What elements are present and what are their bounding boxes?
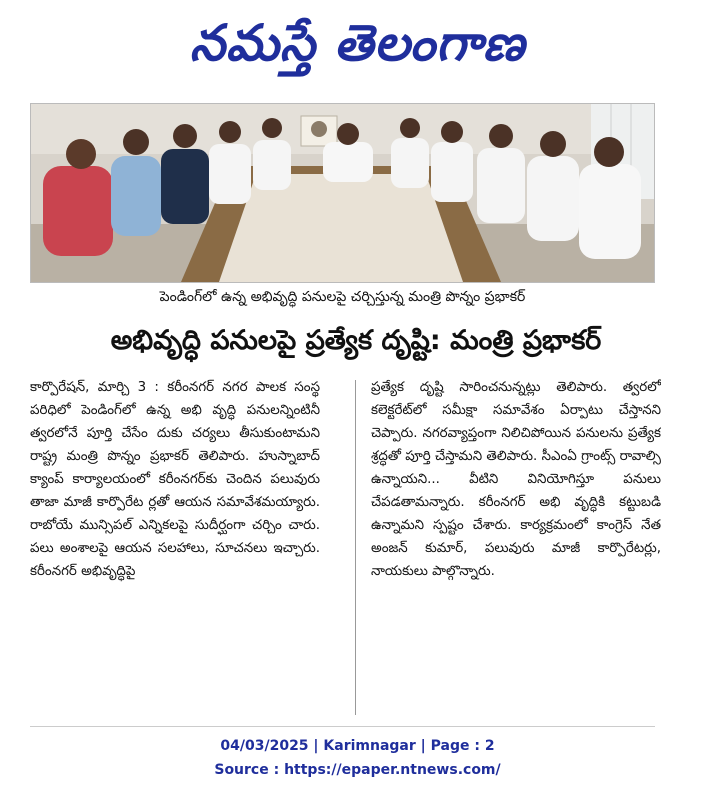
source-link[interactable]: Source : https://epaper.ntnews.com/ xyxy=(214,762,501,778)
edition-info: 04/03/2025 | Karimnagar | Page : 2 xyxy=(220,738,495,754)
column-divider xyxy=(355,380,356,715)
footer-divider xyxy=(30,726,655,727)
news-photo xyxy=(30,103,655,283)
newspaper-masthead xyxy=(0,8,715,78)
article-column-left: కార్పొరేషన్, మార్చి 3 : కరీంనగర్ నగర పాలక సంస్థ పరిధిలో పెండింగ్‌లో ఉన్న అభి వృద్ధి పనులన్నింటినీ త్వరలోనే పూర్తి చేసేం దుకు చర్యలు తీసుకుంటామని రాష్ట్ర మంత్రి పొన్నం ప్రభాకర్ తెలిపారు. హుస్నాబాద్ క్యాంప్ కార్యాలయంలో కరీంనగర్‌కు చెందిన పలువురు తాజా మాజీ కార్పొరేట ర్లతో ఆయన సమావేశమయ్యారు. రాబోయే మున్సిపల్ ఎన్నికలపై సుదీర్ఘంగా చర్చిం చారు. పలు అంశాలపై ఆయన సలహాలు, సూచనలు ఇచ్చారు. కరీంనగర్ అభివృద్ధిపై xyxy=(30,380,320,579)
article-column-right: ప్రత్యేక దృష్టి సారించనున్నట్లు తెలిపారు. త్వరలో కలెక్టరేట్‌లో సమీక్షా సమావేశం ఏర్పాటు చేస్తానని చెప్పారు. నగరవ్యాప్తంగా నిలిచిపోయిన పనులను ప్రత్యేక శ్రద్ధతో పూర్తి చేస్తామని తెలిపారు. సీఎంఏ గ్రాంట్స్ రావాల్సి ఉన్నాయని... వీటిని వినియోగిస్తూ పనులు చేపడతామన్నారు. కరీంనగర్ అభి వృద్ధికి కట్టుబడి ఉన్నామని స్పష్టం చేశారు. కార్యక్రమంలో కాంగ్రెస్ నేత అంజన్ కుమార్, పలువురు మాజీ కార్పొరేటర్లు, నాయకులు పాల్గొన్నారు. xyxy=(371,380,661,579)
masthead-title: నమస్తే తెలంగాణ xyxy=(189,14,526,72)
photo-caption: పెండింగ్‌లో ఉన్న అభివృద్ధి పనులపై చర్చిస్తున్న మంత్రి పొన్నం ప్రభాకర్ xyxy=(159,289,526,305)
meeting-photo-illustration xyxy=(31,104,654,282)
article-headline: అభివృద్ధి పనులపై ప్రత్యేక దృష్టి: మంత్రి ప్రభాకర్ xyxy=(110,325,602,356)
